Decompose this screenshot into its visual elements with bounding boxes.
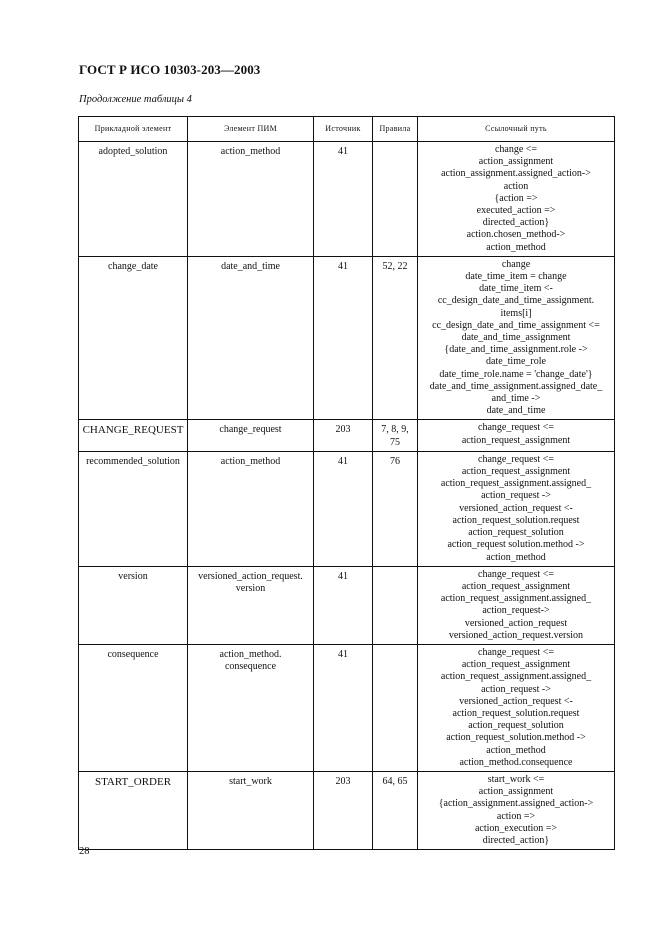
rules-line: 7, 8, 9, bbox=[381, 424, 409, 436]
rules-cell bbox=[373, 771, 418, 849]
rules-line: 76 bbox=[390, 455, 400, 467]
table-row bbox=[79, 771, 615, 849]
reference-path-line: cc_design_date_and_time_assignment <= bbox=[432, 319, 600, 331]
table-row bbox=[79, 142, 615, 257]
pim-element-line: consequence bbox=[224, 661, 277, 673]
pim-element-line: action_method bbox=[220, 455, 281, 467]
reference-path-line: action_method bbox=[486, 551, 546, 563]
reference-path-line: items[i] bbox=[500, 307, 532, 319]
reference-path-line: action_execution => bbox=[474, 822, 558, 834]
reference-path-line: action_request -> bbox=[481, 490, 551, 502]
rules-line: 52, 22 bbox=[382, 260, 408, 272]
rules-line: 64, 65 bbox=[382, 775, 408, 787]
rules-cell bbox=[373, 420, 418, 451]
pim-element-line: versioned_action_request. bbox=[198, 570, 303, 582]
reference-path-line: date_time_role.name = 'change_date'} bbox=[439, 368, 593, 380]
pim-element-cell bbox=[188, 256, 314, 420]
app-element-cell: consequence bbox=[79, 644, 188, 771]
reference-path-line: action_request_solution bbox=[468, 720, 564, 732]
reference-path-cell bbox=[418, 256, 615, 420]
rules-line: 75 bbox=[390, 436, 400, 448]
app-element-cell: change_date bbox=[79, 256, 188, 420]
reference-path-cell bbox=[418, 142, 615, 257]
reference-path-line: versioned_action_request <- bbox=[459, 502, 573, 514]
rules-cell bbox=[373, 644, 418, 771]
header-source: Источник bbox=[314, 117, 373, 142]
pim-element-cell bbox=[188, 420, 314, 451]
source-cell: 41 bbox=[314, 256, 373, 420]
page-number: 28 bbox=[79, 846, 90, 857]
reference-path-line: action_request_assignment.assigned_ bbox=[440, 593, 592, 605]
reference-path-line: action_request -> bbox=[481, 683, 551, 695]
reference-path-line: action_request_solution.request bbox=[452, 514, 580, 526]
pim-element-line: start_work bbox=[229, 775, 272, 787]
reference-path-line: action_method.consequence bbox=[459, 756, 573, 768]
reference-path-line: action_request_solution.method -> bbox=[446, 732, 586, 744]
table-continuation-caption: Продолжение таблицы 4 bbox=[79, 94, 192, 105]
reference-table bbox=[78, 116, 615, 850]
reference-path-line: action_assignment bbox=[478, 786, 554, 798]
reference-path-line: action_request_assignment.assigned_ bbox=[440, 478, 592, 490]
pim-element-line: action_method. bbox=[219, 648, 282, 660]
pim-element-line: date_and_time bbox=[221, 260, 280, 272]
app-element-cell: adopted_solution bbox=[79, 142, 188, 257]
header-reference-path: Ссылочный путь bbox=[418, 117, 615, 142]
reference-path-line: change bbox=[501, 258, 531, 270]
reference-path-cell bbox=[418, 451, 615, 566]
reference-path-line: date_and_time_assignment bbox=[461, 332, 571, 344]
rules-cell bbox=[373, 256, 418, 420]
pim-element-cell bbox=[188, 566, 314, 644]
reference-path-line: action_method bbox=[486, 241, 546, 253]
reference-path-line: date_time_role bbox=[486, 356, 546, 368]
table-header-row bbox=[79, 117, 615, 142]
table-row bbox=[79, 256, 615, 420]
reference-path-line: directed_action} bbox=[482, 834, 550, 846]
reference-path-line: directed_action} bbox=[482, 217, 550, 229]
reference-path-line: change_request <= bbox=[478, 568, 554, 580]
reference-path-line: action_request_assignment bbox=[461, 659, 571, 671]
source-cell: 41 bbox=[314, 644, 373, 771]
reference-path-line: action_request_solution bbox=[468, 527, 564, 539]
reference-path-line: {action => bbox=[494, 192, 538, 204]
reference-path-line: action_request solution.method -> bbox=[447, 539, 585, 551]
reference-path-line: action_request_solution.request bbox=[452, 707, 580, 719]
source-cell: 41 bbox=[314, 566, 373, 644]
reference-path-line: change_request <= bbox=[478, 453, 554, 465]
rules-cell bbox=[373, 451, 418, 566]
app-element-cell: START_ORDER bbox=[79, 771, 188, 849]
reference-path-line: action bbox=[503, 180, 529, 192]
source-cell: 41 bbox=[314, 142, 373, 257]
reference-path-cell bbox=[418, 771, 615, 849]
reference-path-line: cc_design_date_and_time_assignment. bbox=[437, 295, 595, 307]
reference-path-line: change <= bbox=[494, 144, 538, 155]
rules-cell bbox=[373, 566, 418, 644]
reference-path-line: date_time_item <- bbox=[479, 283, 553, 295]
reference-path-cell bbox=[418, 644, 615, 771]
reference-path-line: action_assignment bbox=[478, 156, 554, 168]
app-element-cell: CHANGE_REQUEST bbox=[79, 420, 188, 451]
pim-element-cell bbox=[188, 771, 314, 849]
pim-element-line: change_request bbox=[219, 424, 282, 436]
reference-path-line: action_method bbox=[486, 744, 546, 756]
reference-path-line: action.chosen_method-> bbox=[466, 229, 566, 241]
reference-path-cell bbox=[418, 420, 615, 451]
reference-path-line: start_work <= bbox=[487, 773, 545, 785]
reference-path-line: versioned_action_request.version bbox=[448, 629, 584, 641]
pim-element-cell bbox=[188, 451, 314, 566]
app-element-cell: recommended_solution bbox=[79, 451, 188, 566]
reference-path-line: action_request_assignment.assigned_ bbox=[440, 671, 592, 683]
document-header: ГОСТ Р ИСО 10303-203—2003 bbox=[79, 62, 261, 77]
reference-path-line: action => bbox=[496, 810, 536, 822]
table-row bbox=[79, 420, 615, 451]
reference-path-line: versioned_action_request <- bbox=[459, 695, 573, 707]
table-body bbox=[79, 142, 615, 850]
reference-path-line: date_and_time_assignment.assigned_date_ bbox=[429, 380, 603, 392]
table-row bbox=[79, 644, 615, 771]
reference-path-line: action_request-> bbox=[482, 605, 550, 617]
reference-path-line: versioned_action_request bbox=[464, 617, 568, 629]
reference-path-line: change_request <= bbox=[478, 422, 554, 434]
reference-path-cell bbox=[418, 566, 615, 644]
reference-path-line: and_time -> bbox=[491, 393, 541, 405]
reference-path-line: date_and_time bbox=[486, 405, 546, 417]
reference-path-line: {action_assignment.assigned_action-> bbox=[438, 798, 594, 810]
pim-element-cell bbox=[188, 644, 314, 771]
reference-path-line: action_assignment.assigned_action-> bbox=[441, 168, 591, 180]
reference-path-line: executed_action => bbox=[476, 205, 556, 217]
header-rules: Правила bbox=[373, 117, 418, 142]
table-row bbox=[79, 566, 615, 644]
app-element-cell: version bbox=[79, 566, 188, 644]
source-cell: 41 bbox=[314, 451, 373, 566]
reference-path-line: action_request_assignment bbox=[461, 434, 571, 446]
reference-path-line: action_request_assignment bbox=[461, 580, 571, 592]
reference-path-line: change_request <= bbox=[478, 646, 554, 658]
header-app-element: Прикладной элемент bbox=[79, 117, 188, 142]
reference-path-line: action_request_assignment bbox=[461, 466, 571, 478]
rules-cell bbox=[373, 142, 418, 257]
reference-path-line: date_time_item = change bbox=[465, 271, 567, 283]
table-row bbox=[79, 451, 615, 566]
pim-element-cell bbox=[188, 142, 314, 257]
header-pim-element: Элемент ПИМ bbox=[188, 117, 314, 142]
source-cell: 203 bbox=[314, 420, 373, 451]
source-cell: 203 bbox=[314, 771, 373, 849]
pim-element-line: action_method bbox=[220, 146, 281, 157]
reference-path-line: {date_and_time_assignment.role -> bbox=[444, 344, 588, 356]
pim-element-line: version bbox=[235, 582, 266, 594]
